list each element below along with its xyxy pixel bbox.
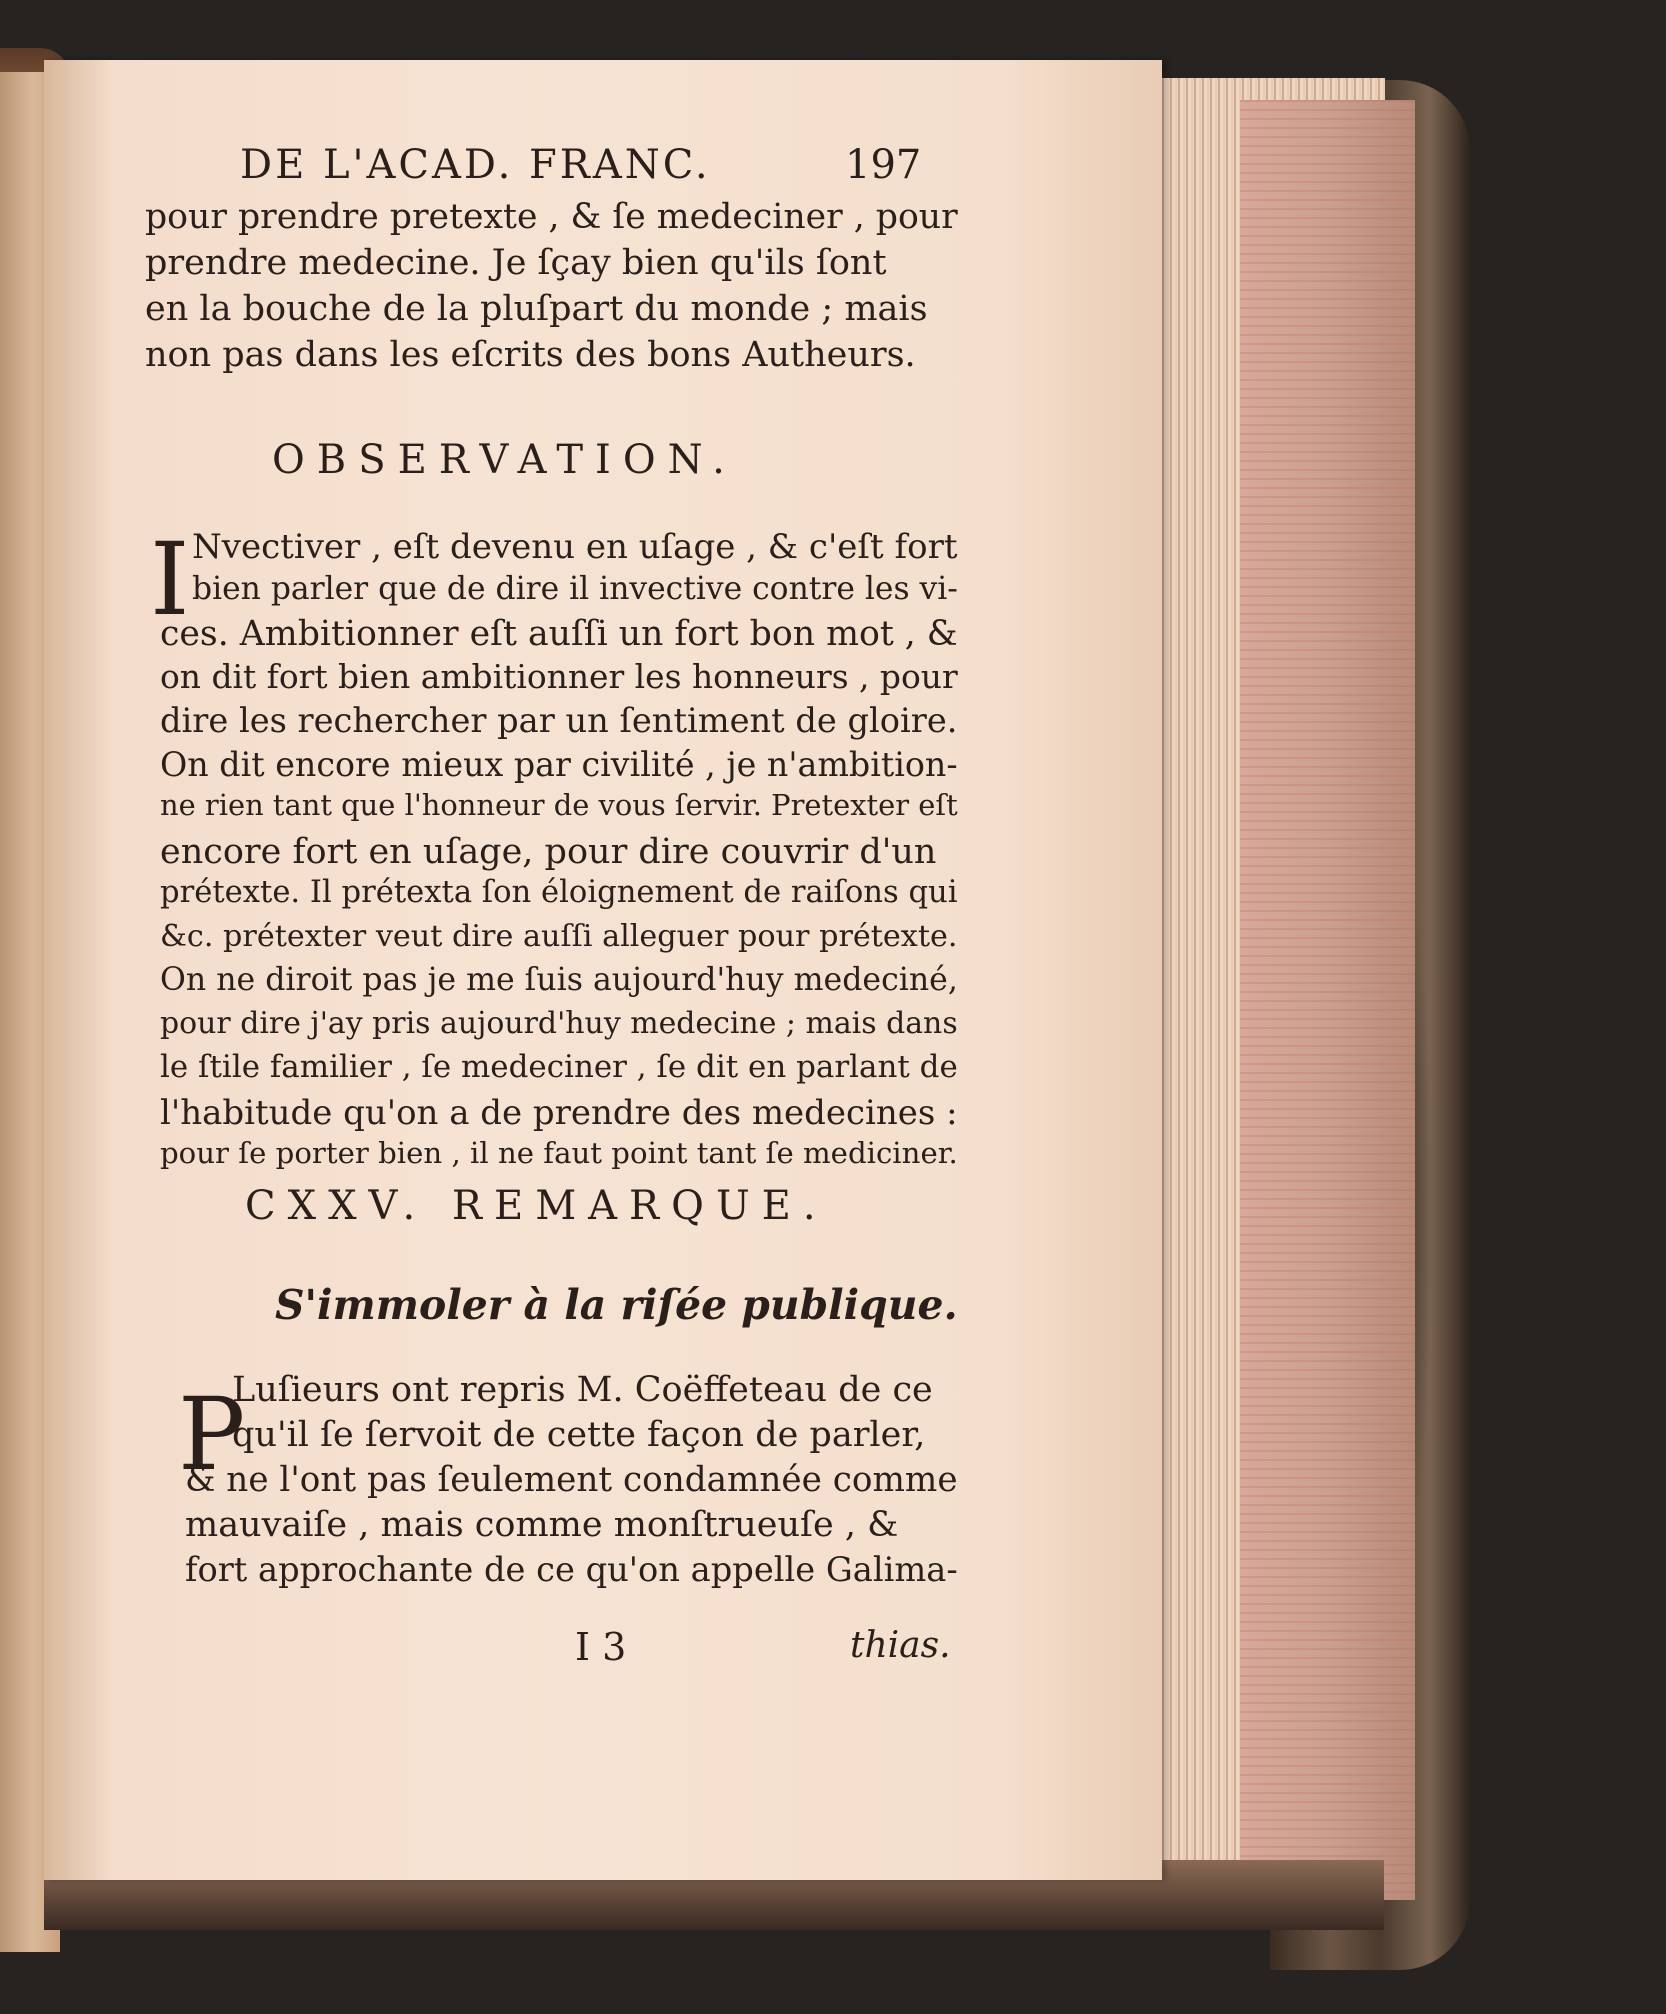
text-line: en la bouche de la pluſpart du monde ; mais: [145, 289, 928, 329]
text-line: on dit fort bien ambitionner les honneurs , pour: [160, 656, 958, 696]
text-line: pour ſe porter bien , il ne faut point tant ſe mediciner.: [160, 1136, 958, 1170]
text-line: bien parler que de dire il invective contre les vi-: [192, 570, 958, 607]
text-line: dire les rechercher par un ſentiment de gloire.: [160, 701, 958, 740]
running-head: DE L'ACAD. FRANC.: [240, 142, 711, 188]
text-line: On ne diroit pas je me ſuis aujourd'huy medeciné,: [160, 962, 958, 998]
text-line: prendre medecine. Je ſçay bien qu'ils ſont: [145, 243, 887, 283]
text-line: ces. Ambitionner eſt auſſi un fort bon mot , &: [160, 614, 958, 654]
text-line: mauvaiſe , mais comme monſtrueuſe , &: [185, 1505, 899, 1545]
text-line: &c. prétexter veut dire auſſi alleguer pour prétexte.: [160, 918, 958, 954]
text-line: On dit encore mieux par civilité , je n'ambition-: [160, 744, 958, 784]
page-number: 197: [845, 142, 922, 188]
observation-heading: OBSERVATION.: [272, 437, 737, 483]
text-line: Luſieurs ont repris M. Coëffeteau de ce: [232, 1370, 933, 1410]
signature-mark: I 3: [575, 1625, 627, 1669]
text-line: pour prendre pretexte , & ſe medeciner , pour: [145, 197, 958, 237]
text-line: Nvectiver , eſt devenu en uſage , & c'eſt fort: [192, 527, 958, 567]
text-line: qu'il ſe ſervoit de cette façon de parler,: [232, 1415, 926, 1455]
drop-cap-i: I: [150, 521, 190, 638]
page-block-edge: [1240, 100, 1415, 1900]
text-line: l'habitude qu'on a de prendre des medecines :: [160, 1092, 958, 1133]
remarque-title: S'immoler à la riſée publique.: [275, 1281, 958, 1329]
catchword: thias.: [850, 1625, 951, 1666]
text-line: encore fort en uſage, pour dire couvrir d'un: [160, 831, 937, 872]
remarque-heading: CXXV. REMARQUE.: [245, 1183, 828, 1229]
text-line: ne rien tant que l'honneur de vous ſervir. Pretexter eſt: [160, 788, 958, 822]
text-line: le ſtile familier , ſe medeciner , ſe dit en parlant de: [160, 1049, 958, 1085]
text-line: & ne l'ont pas ſeulement condamnée comme: [185, 1460, 958, 1500]
drop-cap-p: P: [178, 1376, 246, 1493]
text-line: fort approchante de ce qu'on appelle Galima-: [185, 1550, 958, 1589]
text-line: prétexte. Il prétexta ſon éloignement de raiſons qui: [160, 875, 958, 910]
text-line: pour dire j'ay pris aujourd'huy medecine ; mais dans: [160, 1005, 958, 1041]
text-line: non pas dans les eſcrits des bons Autheurs.: [145, 335, 916, 375]
